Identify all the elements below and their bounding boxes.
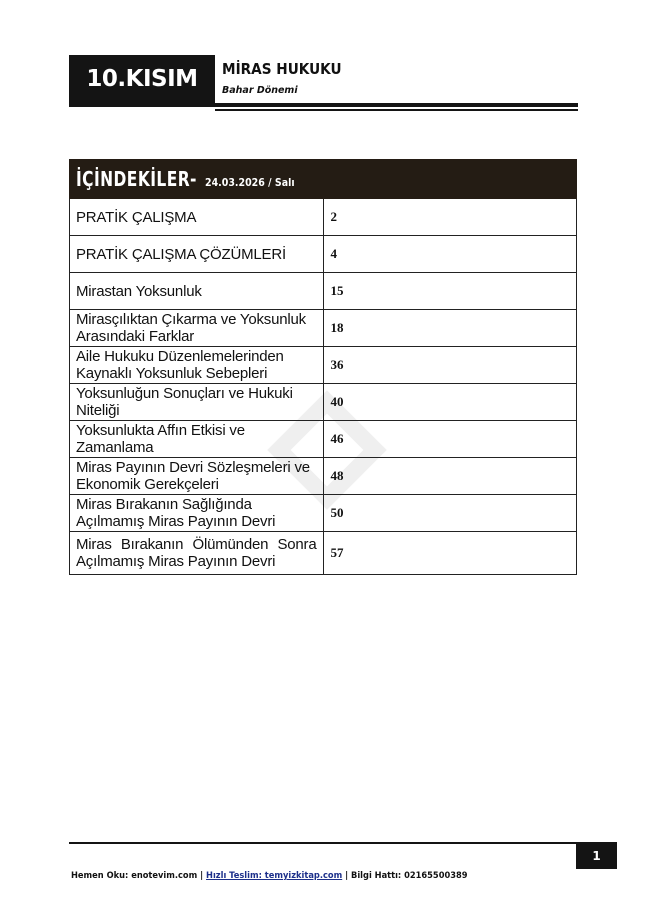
- toc-entry-title[interactable]: PRATİK ÇALIŞMA ÇÖZÜMLERİ: [70, 236, 324, 273]
- toc-entry-title[interactable]: Yoksunlukta Affın Etkisi ve Zamanlama: [70, 421, 324, 458]
- toc-entry-page[interactable]: 50: [323, 495, 577, 532]
- footer-separator: |: [345, 871, 349, 881]
- toc-entry-page[interactable]: 57: [323, 532, 577, 575]
- toc-entry-page[interactable]: 40: [323, 384, 577, 421]
- toc-row[interactable]: [70, 273, 577, 310]
- toc-row[interactable]: [70, 347, 577, 384]
- footer-hotline: Bilgi Hattı: 02165500389: [351, 871, 468, 881]
- page-number: 1: [592, 849, 601, 863]
- toc-row[interactable]: [70, 458, 577, 495]
- header-divider-thick: [69, 103, 578, 107]
- toc-entry-title[interactable]: Mirastan Yoksunluk: [70, 273, 324, 310]
- toc-heading: İÇİNDEKİLER-: [76, 167, 197, 191]
- document-subtitle: Bahar Dönemi: [222, 85, 298, 96]
- toc-date: 24.03.2026 / Salı: [205, 176, 295, 189]
- toc-entry-page[interactable]: 48: [323, 458, 577, 495]
- toc-row[interactable]: [70, 421, 577, 458]
- toc-row[interactable]: [70, 532, 577, 575]
- toc-row[interactable]: [70, 199, 577, 236]
- toc-row[interactable]: [70, 384, 577, 421]
- section-label: 10.KISIM: [86, 66, 198, 92]
- toc-entry-page[interactable]: 18: [323, 310, 577, 347]
- footer-separator: |: [200, 871, 204, 881]
- footer-read-link[interactable]: Hemen Oku: enotevim.com: [71, 871, 198, 881]
- toc-row[interactable]: [70, 236, 577, 273]
- toc-entry-title[interactable]: Miras Bırakanın Sağlığında Açılmamış Miras Payının Devri: [70, 495, 324, 532]
- footer-divider: [69, 842, 617, 844]
- toc-entry-page[interactable]: 46: [323, 421, 577, 458]
- footer-info: [71, 871, 468, 881]
- toc-header: [70, 160, 577, 199]
- document-title: MİRAS HUKUKU: [222, 60, 342, 78]
- toc-entry-title[interactable]: Mirasçılıktan Çıkarma ve Yoksunluk Arasındaki Farklar: [70, 310, 324, 347]
- toc-entry-page[interactable]: 15: [323, 273, 577, 310]
- toc-row[interactable]: [70, 310, 577, 347]
- toc-entry-title[interactable]: Miras Payının Devri Sözleşmeleri ve Ekonomik Gerekçeleri: [70, 458, 324, 495]
- table-of-contents: [69, 159, 577, 575]
- toc-entry-page[interactable]: 2: [323, 199, 577, 236]
- toc-entry-title[interactable]: Aile Hukuku Düzenlemelerinden Kaynaklı Yoksunluk Sebepleri: [70, 347, 324, 384]
- toc-entry-title[interactable]: Miras Bırakanın Ölümünden Sonra Açılmamış Miras Payının Devri: [76, 536, 317, 570]
- toc-entry-page[interactable]: 36: [323, 347, 577, 384]
- toc-entry-title-cell[interactable]: [70, 532, 324, 575]
- toc-row[interactable]: [70, 495, 577, 532]
- toc-entry-title[interactable]: Yoksunluğun Sonuçları ve Hukuki Niteliği: [70, 384, 324, 421]
- section-badge: [69, 55, 215, 103]
- header-divider-thin: [215, 109, 578, 111]
- toc-entry-title[interactable]: PRATİK ÇALIŞMA: [70, 199, 324, 236]
- footer-delivery-link[interactable]: Hızlı Teslim: temyizkitap.com: [206, 871, 343, 881]
- toc-entry-page[interactable]: 4: [323, 236, 577, 273]
- page-number-badge: [576, 843, 617, 869]
